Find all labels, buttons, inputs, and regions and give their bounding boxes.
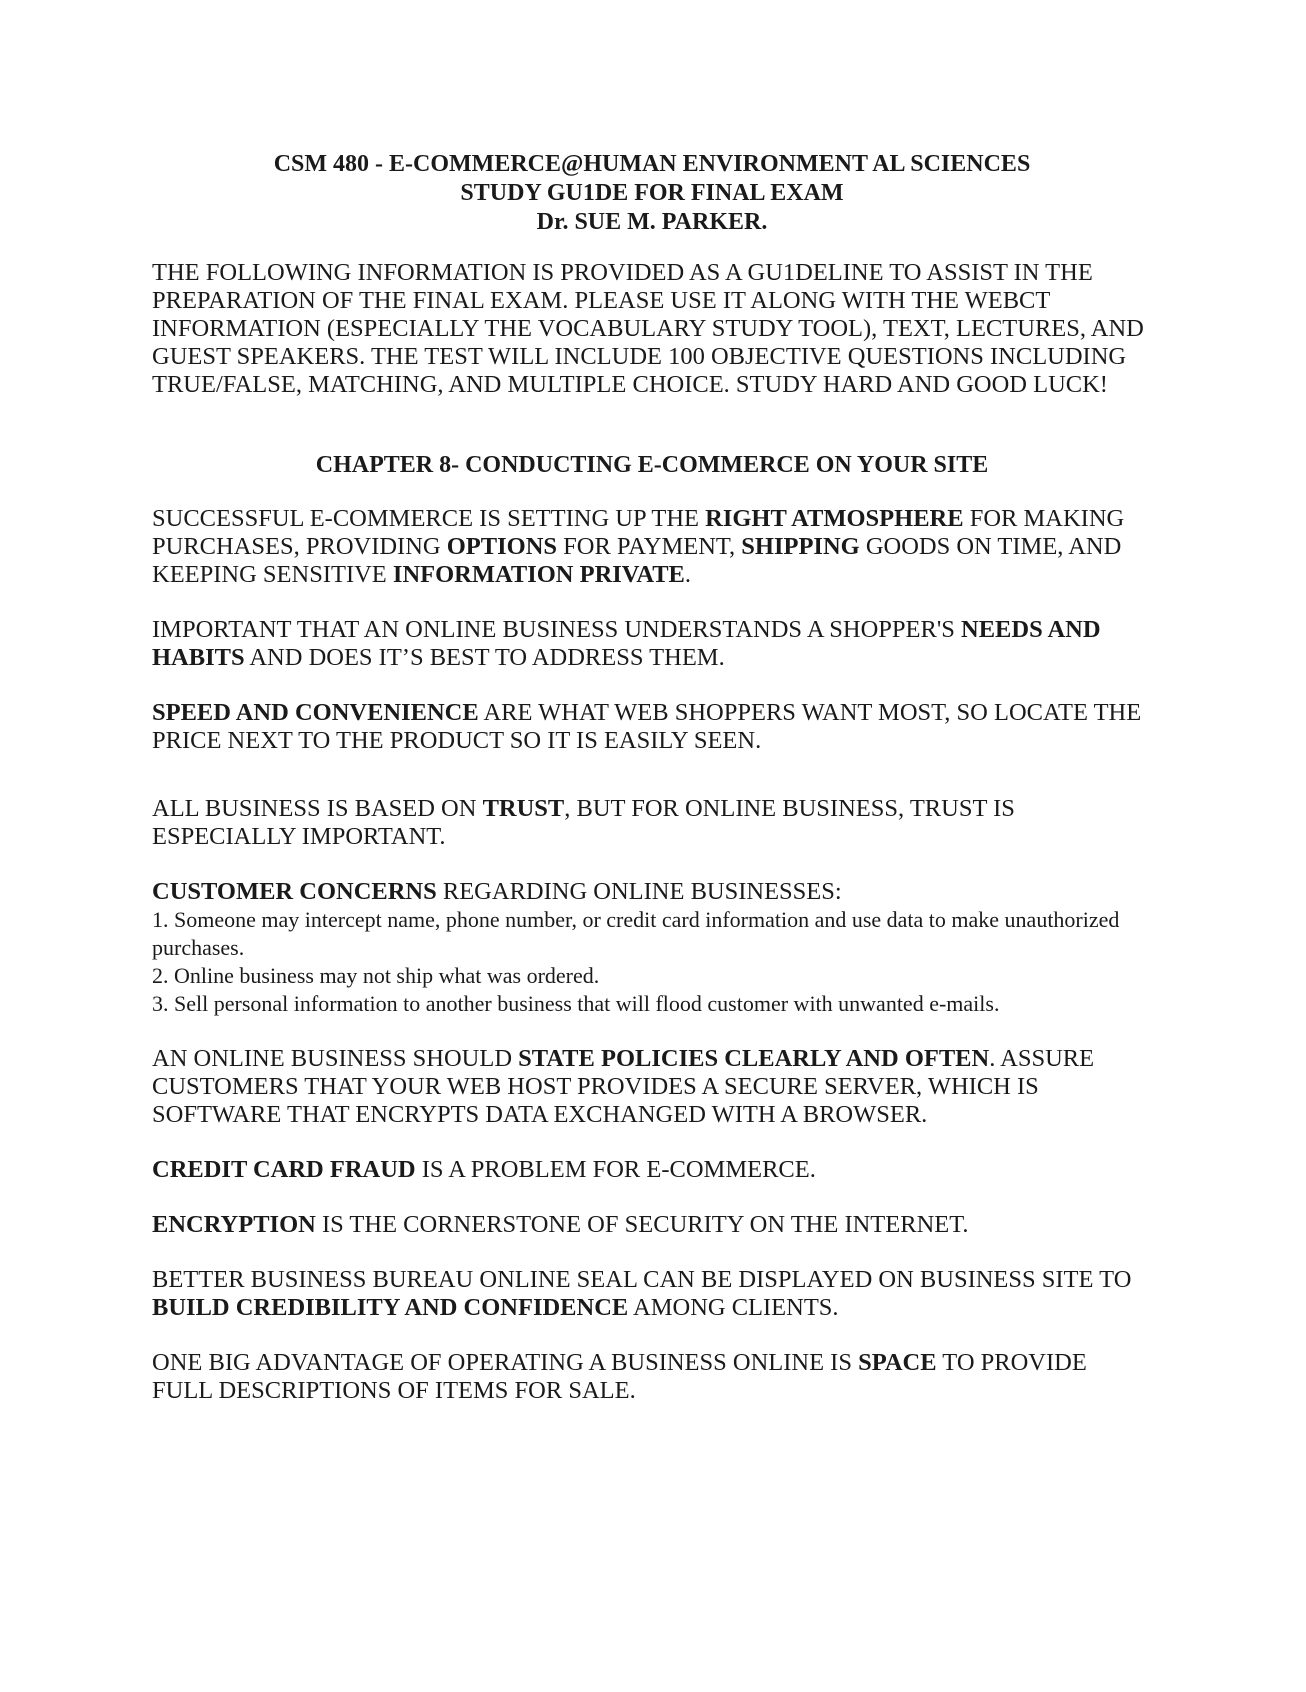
text-run: BETTER BUSINESS BUREAU ONLINE SEAL CAN BE DISPLAYED ON BUSINESS SITE TO <box>152 1266 1132 1293</box>
emphasis-encryption: ENCRYPTION <box>152 1211 316 1238</box>
emphasis-trust: TRUST <box>482 795 565 822</box>
document-body <box>152 150 1152 1405</box>
text-run: ONE BIG ADVANTAGE OF OPERATING A BUSINESS ONLINE IS <box>152 1349 859 1376</box>
paragraph-encryption <box>152 1211 1152 1239</box>
text-run: GOODS ON TIME, AND KEEPING SENSITIVE <box>152 533 1122 588</box>
emphasis-credibility-confidence: BUILD CREDIBILITY AND CONFIDENCE <box>152 1294 629 1321</box>
text-run: AMONG CLIENTS. <box>628 1294 839 1321</box>
paragraph-trust <box>152 795 1152 851</box>
paragraph-speed-convenience <box>152 699 1152 755</box>
emphasis-shipping: SHIPPING <box>741 533 860 560</box>
emphasis-speed-and-convenience: SPEED AND CONVENIENCE <box>152 699 479 726</box>
paragraph-state-policies <box>152 1045 1152 1129</box>
paragraph-credit-card-fraud <box>152 1156 1152 1184</box>
text-run: ALL BUSINESS IS BASED ON <box>152 795 483 822</box>
emphasis-credit-card-fraud: CREDIT CARD FRAUD <box>152 1156 416 1183</box>
list-item: 3. Sell personal information to another business that will flood customer with unwanted e-mails. <box>152 991 1000 1016</box>
course-title: CSM 480 - E-COMMERCE@HUMAN ENVIRONMENT AL SCIENCES <box>273 151 1031 177</box>
emphasis-space: SPACE <box>858 1349 937 1376</box>
intro-paragraph: THE FOLLOWING INFORMATION IS PROVIDED AS A GU1DELINE TO ASSIST IN THE PREPARATION OF THE FINAL EXAM. PLEASE USE IT ALONG WITH THE WEBCT INFORMATION (ESPECIALLY THE VOCABULARY STUDY TOOL), TEXT, LECTURES, AND GUEST SPEAKERS. THE TEST WILL INCLUDE 100 OBJECTIVE QUESTIONS INCLUDING TRUE/FALSE, MATCHING, AND MULTIPLE CHOICE. STUDY HARD AND GOOD LUCK! <box>152 259 1144 398</box>
text-run: TO PROVIDE FULL DESCRIPTIONS OF ITEMS FOR SALE. <box>152 1349 1087 1404</box>
text-run: ARE WHAT WEB SHOPPERS WANT MOST, SO LOCATE THE PRICE NEXT TO THE PRODUCT SO IT IS EASILY SEEN. <box>152 699 1142 754</box>
text-run: IMPORTANT THAT AN ONLINE BUSINESS UNDERSTANDS A SHOPPER'S <box>152 616 962 643</box>
text-run: SUCCESSFUL E-COMMERCE IS SETTING UP THE <box>152 505 706 532</box>
chapter-title: CHAPTER 8- CONDUCTING E-COMMERCE ON YOUR SITE <box>315 452 989 478</box>
text-run: . ASSURE CUSTOMERS THAT YOUR WEB HOST PROVIDES A SECURE SERVER, WHICH IS SOFTWARE THAT ENCRYPTS DATA EXCHANGED WITH A BROWSER. <box>152 1045 1095 1128</box>
guide-title: STUDY GU1DE FOR FINAL EXAM <box>460 180 844 206</box>
text-run: AN ONLINE BUSINESS SHOULD <box>152 1045 519 1072</box>
text-run: . <box>684 561 692 588</box>
paragraph-bbb-seal <box>152 1266 1152 1322</box>
emphasis-needs-and-habits: NEEDS AND HABITS <box>152 616 1101 671</box>
paragraph-customer-concerns <box>152 878 1152 906</box>
concerns-list <box>152 906 1152 1018</box>
text-run: FOR PAYMENT, <box>557 533 742 560</box>
text-run: REGARDING ONLINE BUSINESSES: <box>436 878 842 905</box>
paragraph-successful-ecommerce <box>152 505 1152 589</box>
text-run: IS A PROBLEM FOR E-COMMERCE. <box>415 1156 816 1183</box>
list-item: 1. Someone may intercept name, phone number, or credit card information and use data to make unauthorized purchases. <box>152 907 1120 960</box>
paragraph-space-advantage <box>152 1349 1152 1405</box>
list-item: 2. Online business may not ship what was ordered. <box>152 963 600 988</box>
author-name: Dr. SUE M. PARKER. <box>536 209 768 235</box>
emphasis-information-private: INFORMATION PRIVATE <box>392 561 685 588</box>
text-run: , BUT FOR ONLINE BUSINESS, TRUST IS ESPECIALLY IMPORTANT. <box>152 795 1015 850</box>
emphasis-right-atmosphere: RIGHT ATMOSPHERE <box>705 505 964 532</box>
document-header <box>152 150 1152 237</box>
text-run: FOR MAKING PURCHASES, PROVIDING <box>152 505 1125 560</box>
emphasis-options: OPTIONS <box>446 533 558 560</box>
emphasis-state-policies: STATE POLICIES CLEARLY AND OFTEN <box>518 1045 990 1072</box>
paragraph-needs-and-habits <box>152 616 1152 672</box>
text-run: IS THE CORNERSTONE OF SECURITY ON THE INTERNET. <box>315 1211 969 1238</box>
text-run: AND DOES IT’S BEST TO ADDRESS THEM. <box>244 644 725 671</box>
emphasis-customer-concerns: CUSTOMER CONCERNS <box>152 878 437 905</box>
